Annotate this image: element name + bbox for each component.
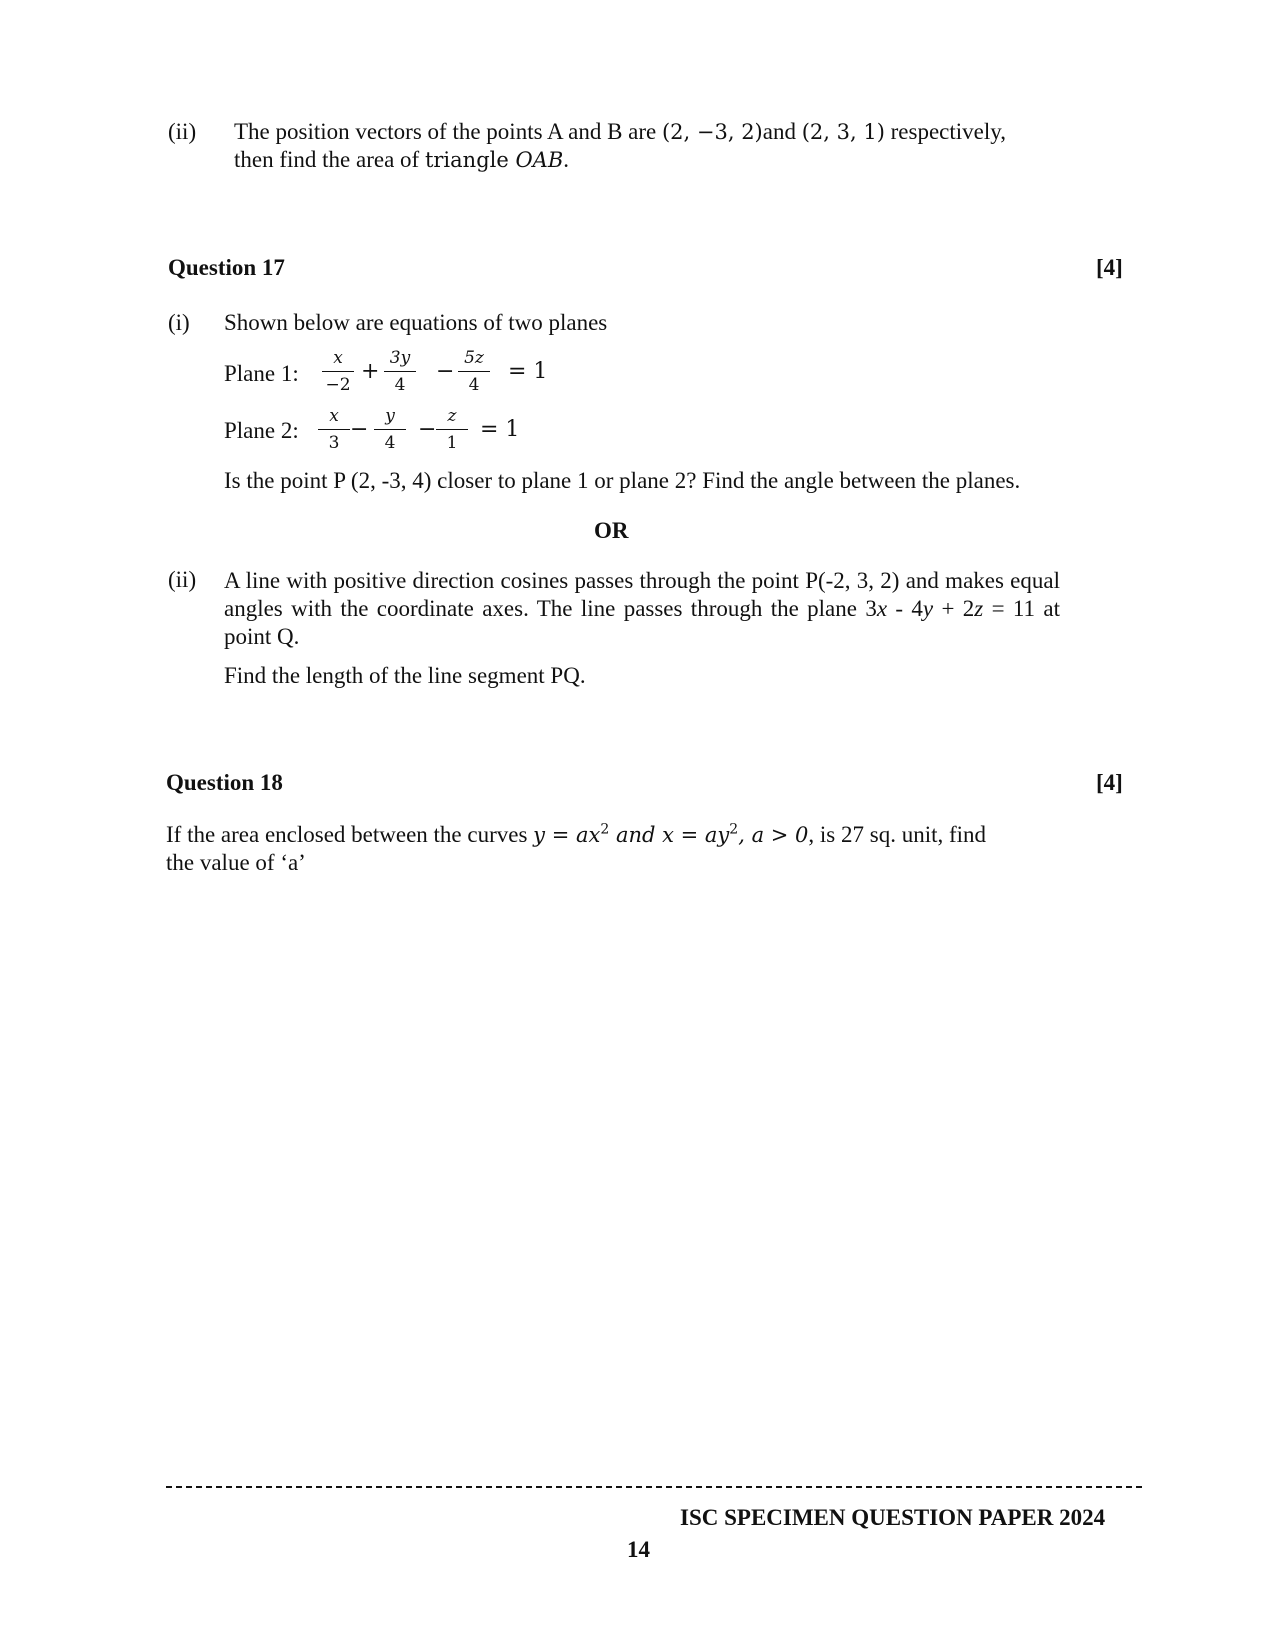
fraction-bar [436, 429, 468, 430]
q17-i-question: Is the point P (2, -3, 4) closer to plane 1 or plane 2? Find the angle between the planes. [224, 468, 1021, 493]
plane-2-term-3-num: z [447, 406, 457, 426]
eq-var-x: x [876, 596, 888, 621]
plane-1-term-2-den: 4 [394, 375, 406, 395]
plane-1-term-3 [450, 348, 498, 395]
plane-1-term-3-num: 5z [464, 348, 484, 368]
q17-ii-text [224, 567, 1060, 651]
vector-b: (2, 3, 1) [801, 120, 885, 144]
q18-text-post: , is 27 sq. unit, find [808, 822, 987, 847]
vector-a: (2, −3, 2) [661, 120, 763, 144]
plane-1-term-1 [314, 348, 362, 395]
eq-rhs: = 11 at point Q. [224, 596, 1060, 649]
fraction-bar [318, 429, 350, 430]
plane-1-label: Plane 1: [224, 361, 299, 386]
fraction-bar [384, 371, 416, 372]
question-17-title: Question 17 [168, 255, 285, 280]
plane-2-term-3 [428, 406, 476, 453]
q17-i-intro: Shown below are equations of two planes [224, 310, 608, 335]
plane-2-term-2-den: 4 [384, 433, 396, 453]
exponent-1: 2 [600, 821, 610, 838]
plane-1-term-1-den: −2 [325, 375, 351, 395]
eq-coef-3: 3 [865, 596, 877, 621]
question-18-title: Question 18 [166, 770, 283, 795]
q16-ii-respectively: respectively, [884, 119, 1007, 144]
curve-2: and x = ay [609, 823, 730, 847]
question-18-marks: [4] [1096, 770, 1123, 795]
q17-i-label: (i) [168, 310, 190, 335]
triangle-word: triangle [424, 148, 516, 172]
footer-paper-title: ISC SPECIMEN QUESTION PAPER 2024 [680, 1505, 1106, 1530]
plane-1-op-2: − [436, 359, 455, 384]
q16-ii-line1: The position vectors of the points A and B are [234, 119, 662, 144]
q17-ii-find: Find the length of the line segment PQ. [224, 663, 586, 688]
fraction-bar [458, 371, 490, 372]
or-divider: OR [594, 518, 629, 543]
plane-1-op-1: + [361, 359, 380, 384]
q18-text-pre: If the area enclosed between the curves [166, 822, 534, 847]
q16-ii-line2-text: then find the area of [234, 147, 425, 172]
q16-ii-text [234, 119, 1060, 145]
fraction-bar [322, 371, 354, 372]
condition: , a > 0 [738, 823, 809, 847]
plane-2-term-2-num: y [385, 406, 395, 426]
plane-2-rhs: = 1 [480, 417, 520, 442]
plane-1-term-3-den: 4 [468, 375, 480, 395]
triangle-oab: OAB [515, 148, 564, 172]
exponent-2: 2 [729, 821, 739, 838]
plane-1-term-2-num: 3y [389, 348, 411, 368]
question-17-marks: [4] [1096, 255, 1123, 280]
eq-coef-2: + 2 [933, 596, 975, 621]
plane-1-rhs: = 1 [508, 359, 548, 384]
footer-rule [166, 1486, 1142, 1488]
q18-line1 [166, 822, 986, 848]
plane-2-term-1-num: x [329, 406, 339, 426]
q16-ii-line2 [234, 147, 569, 173]
q17-ii-text-main: A line with positive direction cosines passes through the point P(-2, 3, 2) and makes equal angles with the coordinate axes. The line passes through the plane [224, 568, 1060, 621]
q16-ii-period: . [563, 147, 570, 172]
plane-1-term-1-num: x [333, 348, 343, 368]
fraction-bar [374, 429, 406, 430]
plane-2-term-2 [366, 406, 414, 453]
plane-2-term-3-den: 1 [446, 433, 458, 453]
q17-ii-label: (ii) [168, 567, 197, 592]
page-number: 14 [627, 1537, 650, 1562]
plane-2-op-2: − [418, 417, 437, 442]
plane-2-op-1: − [350, 417, 369, 442]
curve-1: y = ax [533, 823, 601, 847]
q18-line2: the value of ‘a’ [166, 850, 306, 875]
plane-2-term-1-den: 3 [328, 433, 340, 453]
eq-var-z: z [974, 596, 984, 621]
plane-1-term-2 [376, 348, 424, 395]
plane-2-label: Plane 2: [224, 418, 299, 443]
q16-ii-label: (ii) [168, 119, 197, 144]
eq-var-y: y [922, 596, 934, 621]
eq-coef-4: - 4 [887, 596, 923, 621]
q16-ii-and: and [762, 119, 802, 144]
